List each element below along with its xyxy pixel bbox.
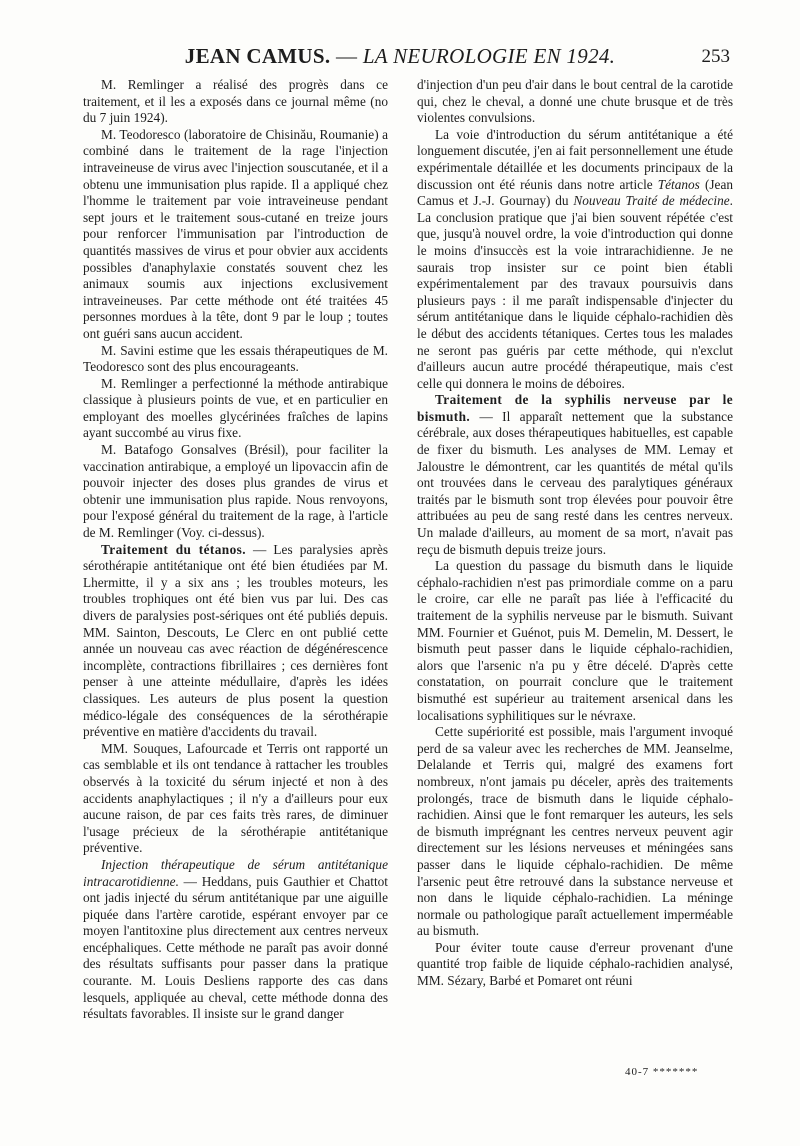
header-title: LA NEUROLOGIE EN 1924. [362, 44, 616, 68]
left-column [83, 77, 388, 1023]
page-number: 253 [701, 46, 730, 67]
paragraph: M. Savini estime que les essais thérapeutiques de M. Teodoresco sont des plus encourageants. [83, 342, 388, 375]
paragraph: M. Teodoresco (laboratoire de Chisinău, Roumanie) a combiné dans le traitement de la rage l'injection intraveineuse de virus avec l'injection souscutanée, et il a obtenu une immunisation plus rapide. Il a appliqué chez l'homme le traitement par voie intraveineuse pendant sept jours et le traitement sous-cutané en treize jours pour renforcer l'immunisation par l'introduction de quantités massives de virus et pour obvier aux accidents possibles d'anaphylaxie constatés souvent chez les animaux soumis aux injections exclusivement intraveineuses. Par cette méthode ont été traitées 45 personnes mordues à la tête, dont 9 par le loup ; toutes ont guéri sans aucun accident. [83, 126, 388, 341]
paragraph: M. Batafogo Gonsalves (Brésil), pour faciliter la vaccination antirabique, a employé un lipovaccin afin de pouvoir injecter des doses plus grandes de virus et obtenir une immunisation plus rapide. Nous renvoyons, pour l'exposé général du traitement de la rage, à l'article de M. Remlinger (Voy. ci-dessus). [83, 442, 388, 541]
paragraph: La question du passage du bismuth dans le liquide céphalo-rachidien n'est pas primordiale comme on a paru le croire, car elle ne paraît pas liée à l'efficacité du traitement de la syphilis nerveuse par le bismuth. Suivant MM. Fournier et Guénot, puis M. Demelin, M. Dessert, le bismuth peut passer dans le liquide céphalo-rachidien, alors que l'arsenic n'a pu y être décelé. D'après cette constatation, on pourrait conclure que le traitement bismuthé est supérieur au traitement arsenical dans les localisations syphilitiques sur le névraxe. [417, 558, 733, 723]
section-heading-tetanos: Traitement du tétanos. [101, 541, 246, 557]
paragraph [83, 857, 388, 1023]
section-heading-injection: Injection thérapeutique de sérum antitétanique intracarotidienne. [83, 856, 388, 889]
section-heading-syphilis: Traitement de la syphilis nerveuse par le bismuth. [417, 392, 733, 424]
paragraph: d'injection d'un peu d'air dans le bout central de la carotide qui, chez le cheval, a donné une chute brusque et de très violentes convulsions. [417, 77, 733, 126]
paragraph: MM. Souques, Lafourcade et Terris ont rapporté un cas semblable et ils ont tendance à rattacher les troubles observés à la toxicité du sérum injecté et non à des accidents anaphylactiques ; il n'y a d'ailleurs pour eux aucune raison, de par ces faits très rares, de diminuer l'usage précieux de la sérothérapie antitétanique préventive. [83, 740, 388, 856]
paragraph: M. Remlinger a réalisé des progrès dans ce traitement, et il les a exposés dans ce journal même (no du 7 juin 1924). [83, 77, 388, 126]
running-title [70, 44, 730, 69]
paragraph-body: — Les paralysies après sérothérapie antitétanique ont été bien étudiées par M. Lhermitte, il y a six ans ; les troubles moteurs, les troubles trophiques ont été bien vus par lui. Des cas divers de paralysies post-sériques ont été publiés depuis. MM. Sainton, Descouts, Le Clerc en ont publié cette année un nouveau cas avec réaction de dégénérescence incomplète, contractions fibrillaires ; ces dernières font penser à une atteinte médullaire, d'après les idées classiques. Les auteurs de plus posent la question médico-légale des conséquences de la sérothérapie préventive en matière d'accidents du travail. [83, 541, 389, 740]
paragraph [417, 392, 733, 558]
paragraph-body: (Jean Camus et J.-J. Gournay) du [417, 176, 733, 209]
right-column [417, 77, 733, 990]
paragraph-body: . La conclusion pratique que j'ai bien souvent répétée c'est que, jusqu'à nouvel ordre, la voie d'introduction qui donne le moins d'insuccès est la voie intrarachidienne. Je ne saurais trop insister sur ce point bien établi expérimentalement par des travaux poursuivis dans plusieurs pays : il me paraît indispensable d'injecter du sérum antitétanique dans le liquide céphalo-rachidien dès le début des accidents tétaniques. Certes tous les malades ne seront pas guéris par cette méthode, qui n'exclut d'ailleurs aucun autre procédé thérapeutique, mais c'est celle qui donnera le moins de déboires. [417, 193, 733, 391]
paragraph-body: — Heddans, puis Gauthier et Chattot ont jadis injecté du sérum antitétanique par une aiguille piquée dans l'artère carotide, espérant envoyer par ce moyen l'antitoxine plus directement aux centres nerveux encéphaliques. Cette méthode ne paraît pas avoir donné des résultats suffisants pour passer dans la pratique courante. M. Louis Desliens rapporte des cas dans lesquels, appliquée au cheval, cette méthode donna des résultats favorables. Il insiste sur le grand danger [83, 873, 388, 1022]
paragraph: M. Remlinger a perfectionné la méthode antirabique classique à plusieurs points de vue, et en particulier en employant des moelles glycérinées fraîches de lapins ayant succombé au virus fixe. [83, 375, 388, 441]
paragraph-body: — Il apparaît nettement que la substance cérébrale, aux doses thérapeutiques habituelles, est capable de fixer du bismuth. Les analyses de MM. Lemay et Jaloustre le démontrent, car les quantités de métal qu'ils ont trouvées dans le cerveau des paralytiques généraux traités par le bismuth sont trop élevées pour pouvoir être attribuées au peu de sang resté dans les centres nerveux. Un malade d'ailleurs, au moment de sa mort, n'avait pas reçu de bismuth depuis treize jours. [417, 408, 733, 557]
paragraph [417, 127, 733, 393]
italic-ref-traite: Nouveau Traité de médecine [573, 193, 730, 209]
paragraph-body: La voie d'introduction du sérum antitétanique a été longuement discutée, j'en ai fait personnellement une étude expérimentale détaillée et les documents principaux de la discussion ont été réunis dans notre article [417, 126, 733, 192]
header-dash: — [330, 44, 363, 68]
paragraph: Pour éviter toute cause d'erreur provenant d'une quantité trop faible de liquide céphalo-rachidien analysé, MM. Sézary, Barbé et Pomaret ont réuni [417, 939, 733, 989]
printer-signature: 40-7 ******* [625, 1066, 699, 1078]
header-author: JEAN CAMUS. [184, 44, 331, 68]
paragraph: Cette supériorité est possible, mais l'argument invoqué perd de sa valeur avec les recherches de MM. Jeanselme, Delalande et Terris qui, malgré des examens fort nombreux, n'ont jamais pu déceler, après des traitements prolongés, trace de bismuth dans le liquide céphalo-rachidien. Ainsi que le font remarquer les auteurs, les sels de bismuth imprégnant les centres nerveux peuvent agir directement sur les lésions nerveuses et méningées sans passer dans le liquide céphalo-rachidien. De même l'arsenic peut être retrouvé dans la substance nerveuse et non dans le liquide céphalo-rachidien. La méninge normale ou pathologique paraît actuellement imperméable au bismuth. [417, 724, 733, 939]
paragraph [83, 542, 388, 741]
italic-ref-tetanos: Tétanos [657, 176, 700, 192]
running-header [70, 42, 730, 72]
